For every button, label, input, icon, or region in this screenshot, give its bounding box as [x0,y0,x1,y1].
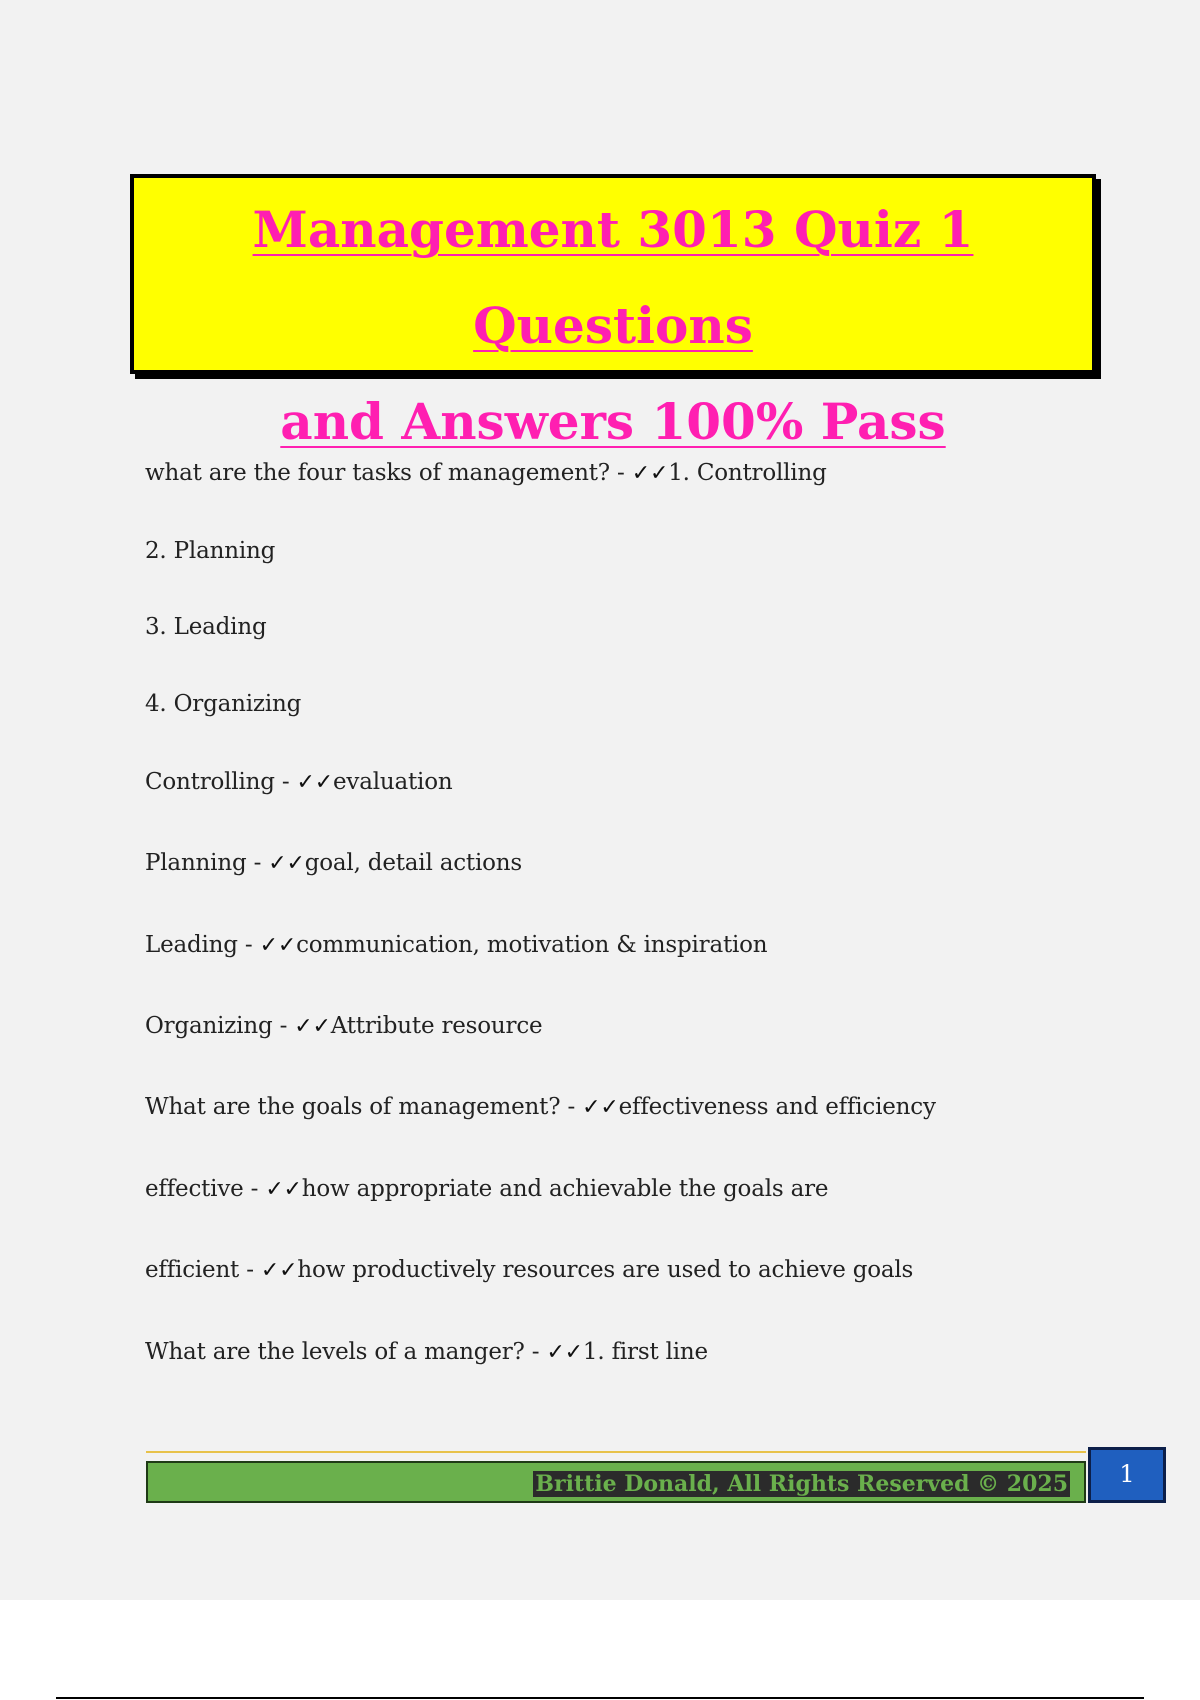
entry-answer: 1. first line [582,1339,708,1365]
entry-question: What are the goals of management? - [145,1094,583,1120]
double-check-icon: ✓✓ [265,1177,302,1202]
double-check-icon: ✓✓ [582,1095,619,1120]
entry-question: Organizing - [145,1013,295,1039]
entry-question: 2. Planning [145,538,276,564]
title-line-1-text: Management 3013 Quiz 1 Questions [252,200,974,355]
qa-entry [145,1257,913,1283]
footer-bar [146,1461,1086,1503]
entry-question: Controlling - [145,769,297,795]
double-check-icon: ✓✓ [259,933,297,958]
double-check-icon: ✓✓ [268,851,305,876]
qa-entry [145,1339,708,1365]
entry-answer: goal, detail actions [304,850,522,876]
qa-entry [145,1176,828,1202]
entry-question: 3. Leading [145,614,267,640]
entry-question: Leading - [145,932,260,958]
page-number: 1 [1088,1447,1166,1503]
qa-entry [145,538,275,564]
double-check-icon: ✓✓ [546,1340,583,1365]
entry-answer: how appropriate and achievable the goals are [301,1176,829,1202]
entry-question: Planning - [145,850,269,876]
entry-question: What are the levels of a manger? - [145,1339,547,1365]
entry-question: efficient - [145,1257,261,1283]
qa-entry [145,769,452,795]
entry-answer: 1. Controlling [668,460,827,486]
qa-entry [145,932,767,958]
entry-question: 4. Organizing [145,691,302,717]
entry-question: what are the four tasks of management? - [145,460,632,486]
qa-entry [145,460,827,486]
entry-answer: Attribute resource [330,1013,543,1039]
page-bottom-divider [56,1697,1144,1699]
double-check-icon: ✓✓ [294,1014,331,1039]
qa-entry [145,614,266,640]
entry-answer: communication, motivation & inspiration [296,932,768,958]
entry-answer: how productively resources are used to achieve goals [297,1257,914,1283]
title-box [130,174,1096,451]
qa-entry [145,1013,542,1039]
title-line-2 [134,374,1092,470]
entry-answer: evaluation [333,769,453,795]
double-check-icon: ✓✓ [296,770,334,795]
qa-entry [145,691,301,717]
double-check-icon: ✓✓ [260,1258,298,1283]
entry-answer: effectiveness and efficiency [618,1094,936,1120]
title-line-1 [134,182,1092,374]
qa-entry [145,1094,936,1120]
footer-divider [146,1451,1086,1453]
qa-entry [145,850,522,876]
double-check-icon: ✓✓ [631,461,669,486]
entry-question: effective - [145,1176,266,1202]
title-line-2-text: and Answers 100% Pass [280,392,946,451]
footer-copyright: Brittie Donald, All Rights Reserved © 2025 [535,1471,1068,1497]
